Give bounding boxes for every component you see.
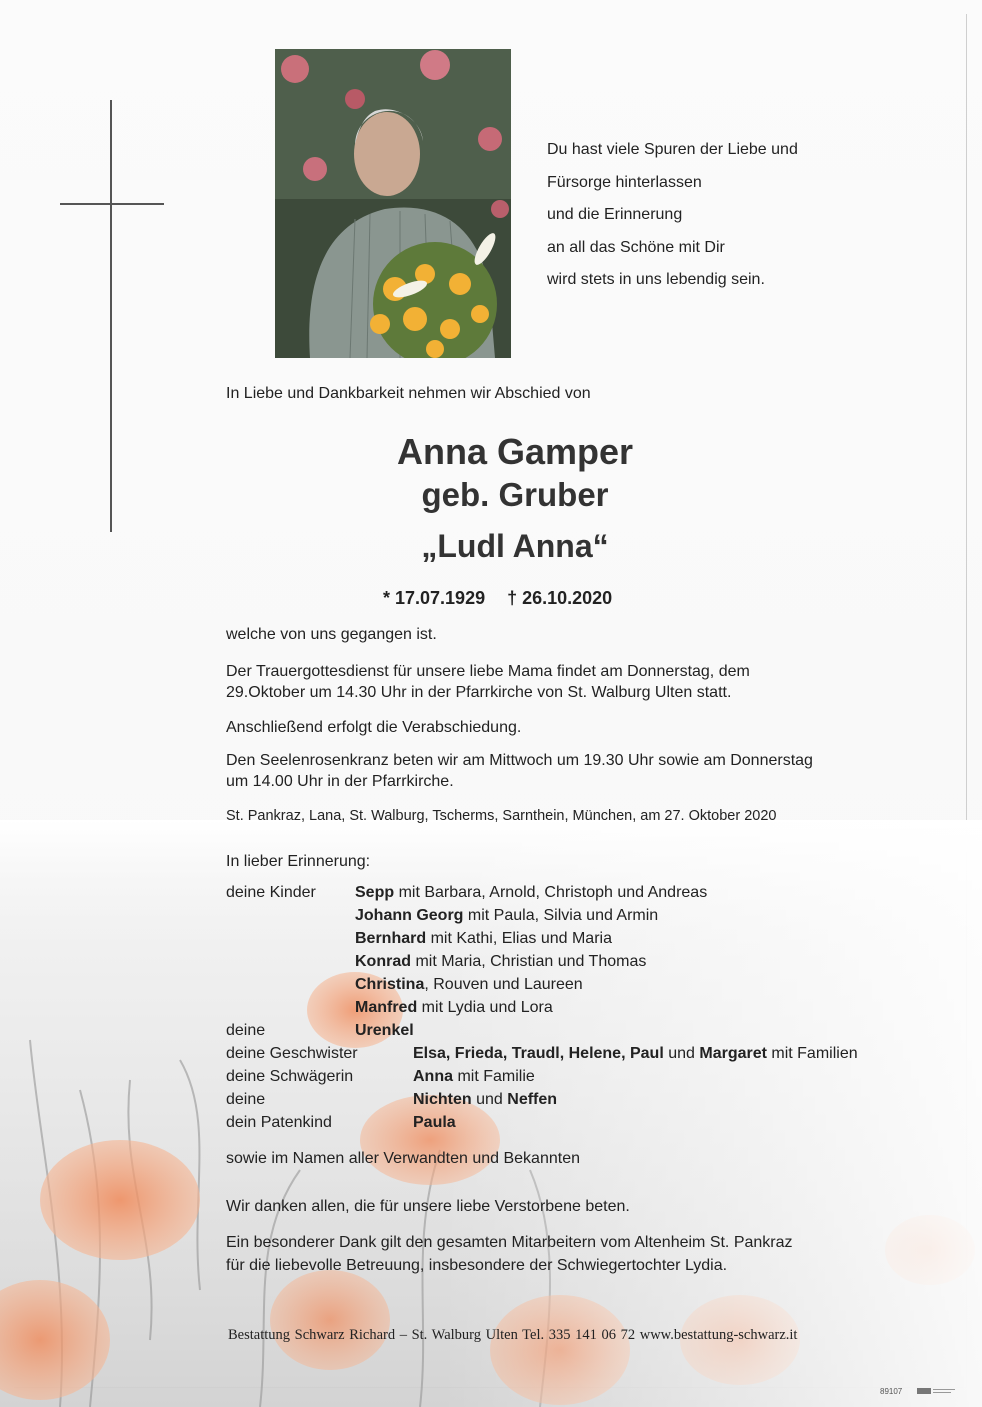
death-date: † 26.10.2020 [507,588,613,608]
places-date [226,806,776,827]
child-entry: Sepp mit Barbara, Arnold, Christoph und Andreas [355,884,708,901]
poem-line: Fürsorge hinterlassen [547,173,702,191]
rosary-line-2: um 14.00 Uhr in der Pfarrkirche. [226,773,454,790]
places-line: St. Pankraz, Lana, St. Walburg, Tscherms, Sarnthein, München, am 27. Oktober 2020 [226,808,777,824]
relation-label: deine Kinder [226,884,316,901]
child-entry: Konrad mit Maria, Christian und Thomas [355,953,647,970]
life-dates [383,588,612,609]
printer-logo-icon [917,1386,957,1396]
nickname: „Ludl Anna“ [421,528,609,564]
birth-name: geb. Gruber [421,476,609,513]
special-thanks-line-1: Ein besonderer Dank gilt den gesamten Mitarbeitern vom Altenheim St. Pankraz [226,1234,793,1251]
poem-line: wird stets in uns lebendig sein. [547,271,765,288]
deceased-name: Anna Gamper [396,431,634,472]
child-entry: Manfred mit Lydia und Lora [355,999,553,1016]
siblings-entry: Elsa, Frieda, Traudl, Helene, Paul und Margaret mit Familien [413,1045,858,1062]
funeral-home-footer: Bestattung Schwarz Richard – St. Walburg Ulten Tel. 335 141 06 72 www.bestattung-schwarz.it [228,1327,798,1343]
gone-text [226,624,437,645]
special-thanks-text [226,1232,793,1276]
relation-label: deine [226,1022,266,1039]
gone-line: welche von uns gegangen ist. [226,626,437,643]
memory-heading [226,851,370,872]
service-line-1: Der Trauergottesdienst für unsere liebe Mama findet am Donnerstag, dem [226,663,750,680]
rosary-line-1: Den Seelenrosenkranz beten wir am Mittwoch um 19.30 Uhr sowie am Donnerstag [226,752,813,769]
relatives-all-text [226,1148,580,1169]
service-text [226,661,750,703]
relation-label: deine Geschwister [226,1045,358,1062]
great-grandchildren: Urenkel [355,1022,414,1039]
memory-line: In lieber Erinnerung: [226,853,371,870]
relation-label: deine Schwägerin [226,1068,354,1085]
poem [547,134,798,297]
cross-horizontal-bar [60,203,164,205]
farewell-text [226,717,521,738]
relation-label: dein Patenkind [226,1114,332,1131]
relation-label: deine [226,1091,266,1108]
farewell-line: Anschließend erfolgt die Verabschiedung. [226,719,522,736]
rosary-text [226,750,813,792]
document-code: 89107 [880,1387,903,1396]
relatives-all-line: sowie im Namen aller Verwandten und Bekannten [226,1150,580,1167]
poem-line: und die Erinnerung [547,206,683,223]
poem-line: an all das Schöne mit Dir [547,238,725,256]
intro-text: In Liebe und Dankbarkeit nehmen wir Abschied von [226,385,591,402]
portrait-photo [275,49,511,358]
child-entry: Christina, Rouven und Laureen [355,976,583,993]
thanks-line: Wir danken allen, die für unsere liebe Verstorbene beten. [226,1198,630,1215]
birth-date: * 17.07.1929 [383,588,486,608]
poem-line: Du hast viele Spuren der Liebe und [547,141,798,158]
sister-in-law-entry: Anna mit Familie [413,1068,535,1085]
service-line-2: 29.Oktober um 14.30 Uhr in der Pfarrkirche von St. Walburg Ulten statt. [226,684,732,701]
nieces-entry: Nichten und Neffen [413,1091,558,1108]
child-entry: Johann Georg mit Paula, Silvia und Armin [355,907,659,924]
thanks-text [226,1196,630,1217]
special-thanks-line-2: für die liebevolle Betreuung, insbesondere der Schwiegertochter Lydia. [226,1257,728,1274]
child-entry: Bernhard mit Kathi, Elias und Maria [355,930,612,947]
godchild-entry: Paula [413,1114,456,1131]
